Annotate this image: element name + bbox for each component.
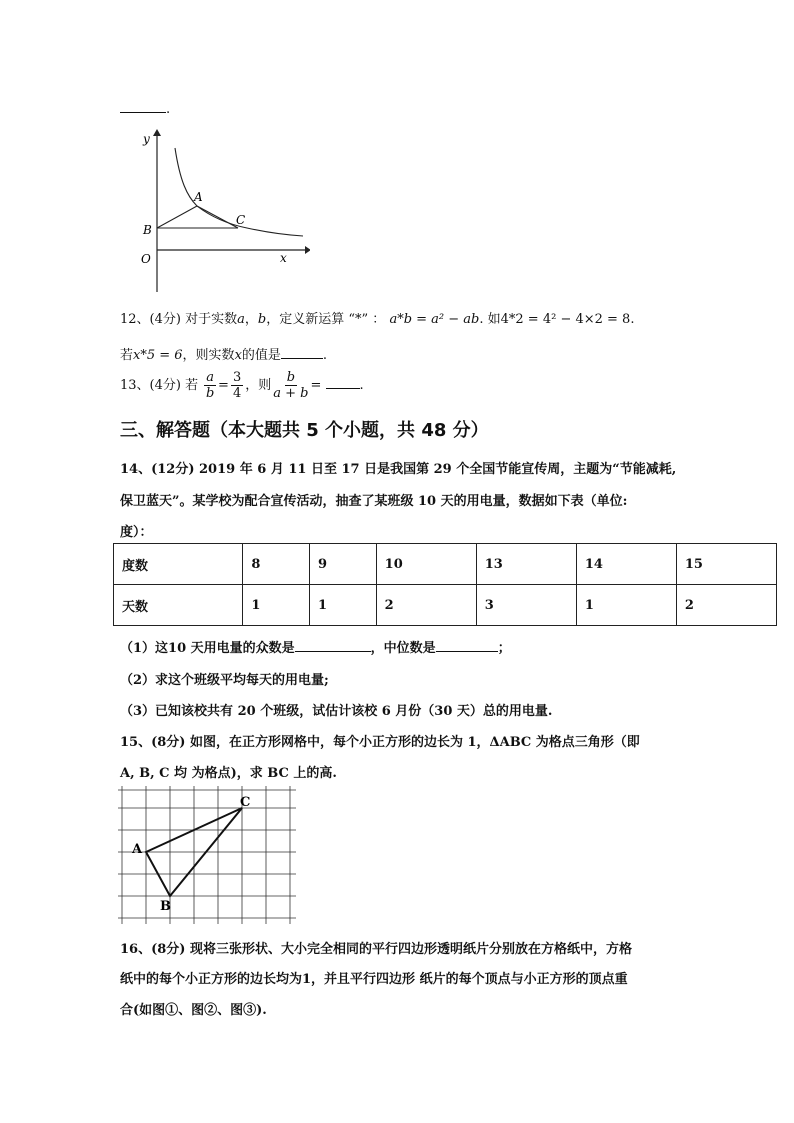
q13-answer-blank	[326, 376, 360, 389]
q14-line2: 保卫蓝天”。某学校为配合宣传活动，抽查了某班级 10 天的用电量，数据如下表（单位:	[120, 494, 628, 509]
point-b-label: B	[143, 223, 152, 237]
origin-label: O	[141, 252, 151, 266]
q16-line1: 16、(8分) 现将三张形状、大小完全相同的平行四边形透明纸片分别放在方格纸中，方格	[120, 942, 632, 957]
equals-sign: =	[218, 378, 229, 393]
q14-sub2: （2）求这个班级平均每天的用电量;	[120, 673, 329, 688]
period: .	[166, 102, 171, 117]
point-c-label: C	[236, 213, 246, 227]
electricity-table	[113, 543, 777, 626]
table-cell: 度数	[114, 544, 243, 585]
q14-median-blank	[436, 639, 498, 652]
q12-if: 若	[120, 348, 134, 363]
q12-definition: ，定义新运算 “*” ：	[266, 312, 386, 327]
prev-answer-line	[120, 100, 170, 117]
table-cell: 1	[243, 585, 310, 626]
table-row	[114, 544, 777, 585]
q12-example-end: .	[630, 312, 635, 327]
square-grid	[118, 786, 296, 924]
q14-mode-blank	[295, 639, 371, 652]
table-cell: 2	[676, 585, 776, 626]
q14-sub1	[120, 637, 511, 656]
q13-frac-a-b	[204, 370, 216, 401]
q12-line1	[120, 308, 634, 327]
q12-intro: 对于实数	[185, 312, 238, 327]
section-title: 三、解答题（本大题共 5 个小题，共 48 分）	[120, 420, 489, 441]
x-label: x	[280, 251, 287, 265]
q12-value-is: 的值是	[241, 348, 281, 363]
q12-then: ，则实数	[182, 348, 235, 363]
table-cell: 天数	[114, 585, 243, 626]
table-cell: 2	[376, 585, 476, 626]
q13-if: 若	[185, 378, 199, 393]
q13-frac-3-4	[231, 370, 243, 401]
frac-numerator: 3	[232, 370, 242, 385]
table-row	[114, 585, 777, 626]
frac-numerator: a	[206, 370, 215, 385]
q13-frac-b-ab	[273, 370, 308, 401]
grid-triangle-figure	[118, 786, 302, 926]
hyperbola-graph	[135, 126, 310, 296]
y-axis-arrow	[153, 129, 161, 136]
q13-line	[120, 370, 364, 401]
table-cell: 14	[576, 544, 676, 585]
q12-var-a: a	[237, 312, 245, 327]
table-cell: 10	[376, 544, 476, 585]
label-b: B	[160, 899, 171, 914]
q14-sub1-end: ；	[497, 641, 511, 656]
q14-sub1-median: ，中位数是	[370, 641, 436, 656]
q12-end: .	[322, 348, 328, 363]
label-c: C	[240, 795, 251, 810]
table-cell: 1	[576, 585, 676, 626]
q14-line1: 14、(12分) 2019 年 6 月 11 日至 17 日是我国第 29 个全国节能宣传周，主题为“节能减耗,	[120, 462, 677, 477]
q12-var-x: x	[234, 348, 242, 363]
q13-then: ，则	[245, 378, 272, 393]
frac-denominator: 4	[232, 386, 242, 401]
q13-end: .	[359, 378, 364, 393]
q15-line2: A, B, C 均 为格点)，求 BC 上的高.	[120, 766, 337, 781]
q12-line2	[120, 344, 327, 363]
q12-example-prefix: . 如	[479, 312, 501, 327]
q14-sub1-mode: （1）这10 天用电量的众数是	[120, 641, 295, 656]
q12-example: 4*2 = 4² − 4×2 = 8	[500, 312, 631, 327]
q13-number: 13、(4分)	[120, 378, 181, 393]
table-cell: 9	[310, 544, 377, 585]
q12-answer-blank	[281, 346, 323, 359]
frac-numerator: b	[286, 370, 296, 385]
answer-blank	[120, 100, 166, 113]
table-cell: 15	[676, 544, 776, 585]
point-a-label: A	[194, 190, 203, 204]
segment-ac	[197, 206, 238, 228]
table-cell: 13	[476, 544, 576, 585]
x-axis-arrow	[305, 246, 310, 254]
q16-line2: 纸中的每个小正方形的边长均为1，并且平行四边形 纸片的每个顶点与小正方形的顶点重	[120, 972, 628, 987]
q15-line1: 15、(8分) 如图，在正方形网格中，每个小正方形的边长为 1，ΔABC 为格点三角形（即	[120, 735, 640, 750]
table-cell: 8	[243, 544, 310, 585]
frac-denominator: a + b	[273, 386, 309, 401]
y-label: y	[143, 132, 150, 146]
equals-sign: =	[310, 378, 322, 393]
q16-line3: 合(如图①、图②、图③).	[120, 1003, 267, 1018]
table-cell: 3	[476, 585, 576, 626]
q12-formula: a*b = a² − ab	[389, 312, 480, 327]
q12-number: 12、(4分)	[120, 312, 181, 327]
q12-var-b: b	[257, 312, 267, 327]
q14-sub3: （3）已知该校共有 20 个班级，试估计该校 6 月份（30 天）总的用电量.	[120, 704, 553, 719]
frac-denominator: b	[205, 386, 215, 401]
q14-line3: 度）：	[120, 525, 153, 540]
segment-ba	[157, 206, 197, 228]
q12-condition: x*5 = 6	[133, 348, 183, 363]
q12-sep: ，	[244, 312, 258, 327]
table-cell: 1	[310, 585, 377, 626]
label-a: A	[132, 842, 143, 857]
